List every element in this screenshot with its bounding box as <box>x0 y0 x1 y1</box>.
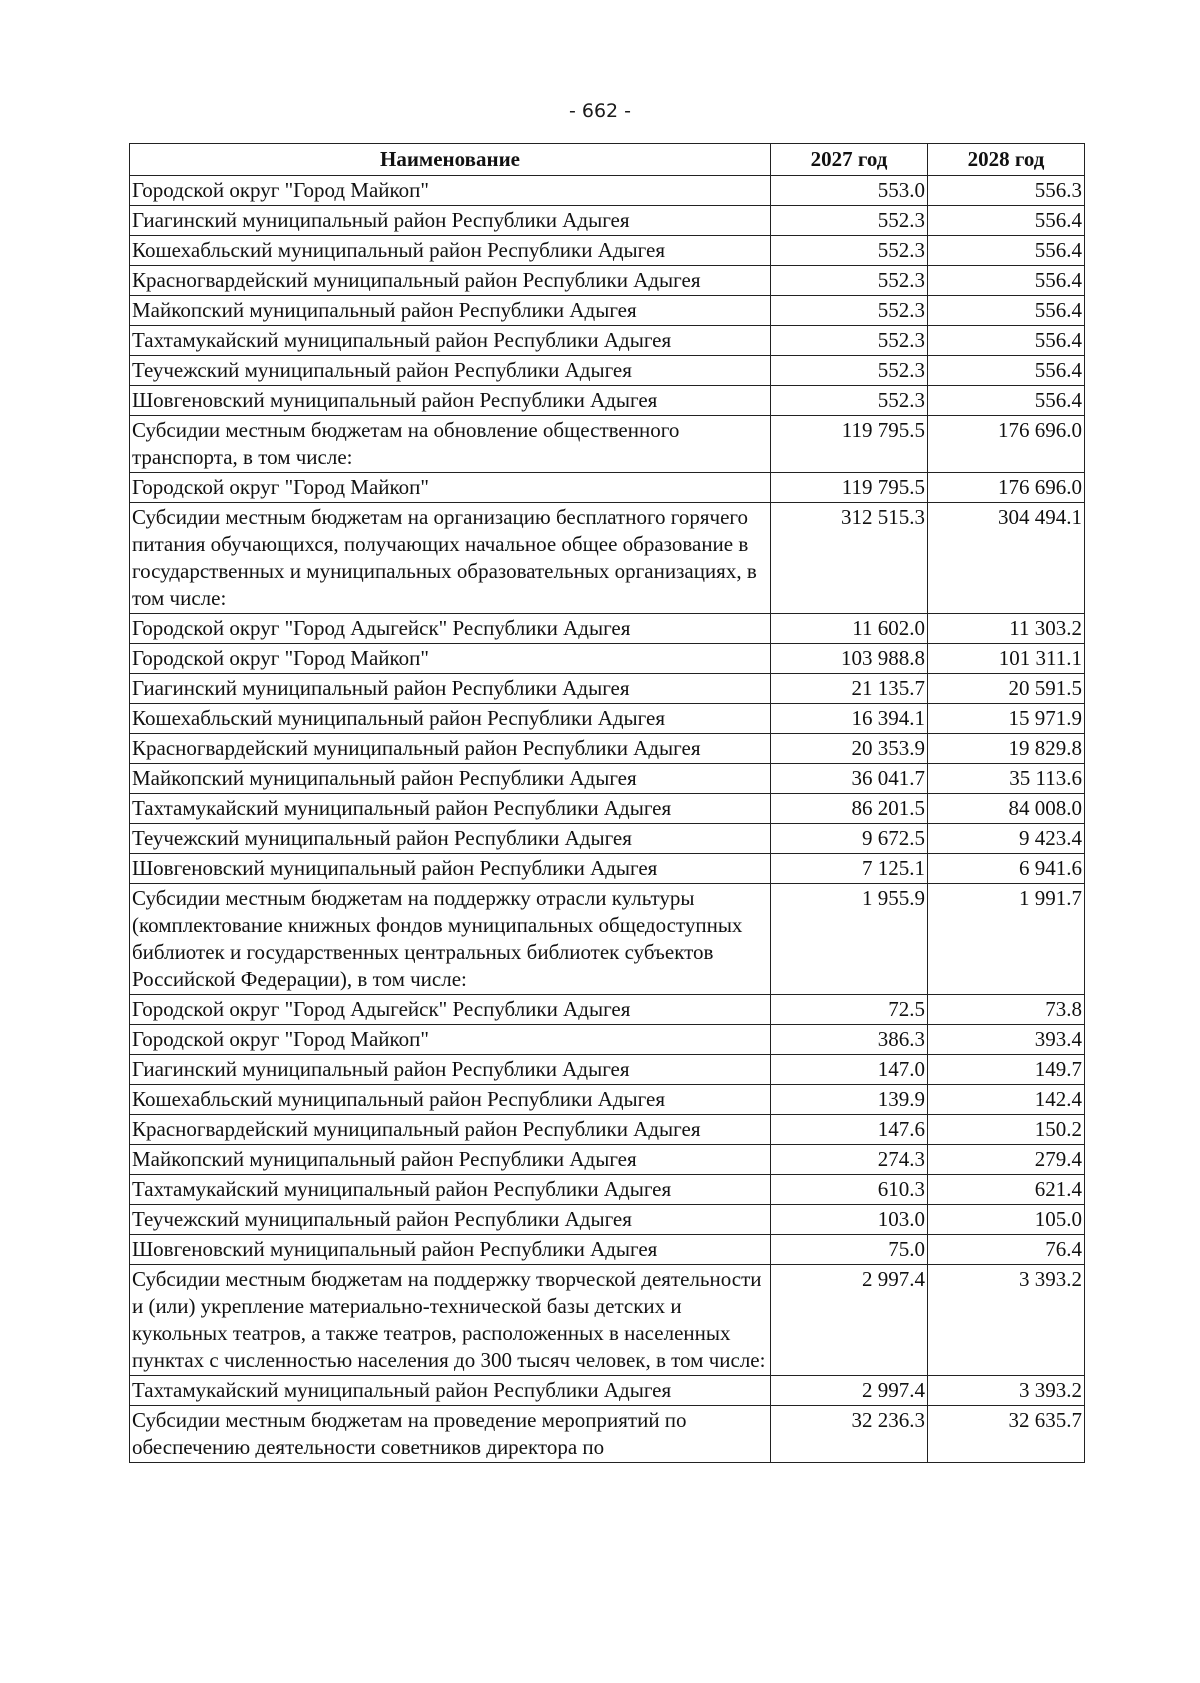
row-2027-cell: 552.3 <box>771 296 928 326</box>
row-name-cell: Теучежский муниципальный район Республики Адыгея <box>130 1205 771 1235</box>
row-2027-cell: 610.3 <box>771 1175 928 1205</box>
row-2028-cell: 176 696.0 <box>928 416 1085 473</box>
row-2028-cell: 35 113.6 <box>928 764 1085 794</box>
table-row <box>130 356 1085 386</box>
row-2027-cell: 9 672.5 <box>771 824 928 854</box>
header-2027: 2027 год <box>771 144 928 176</box>
row-2027-cell: 552.3 <box>771 326 928 356</box>
row-name-cell: Городской округ "Город Адыгейск" Республики Адыгея <box>130 614 771 644</box>
header-2028: 2028 год <box>928 144 1085 176</box>
table-row <box>130 1376 1085 1406</box>
row-name-cell: Тахтамукайский муниципальный район Республики Адыгея <box>130 794 771 824</box>
row-name-cell: Красногвардейский муниципальный район Республики Адыгея <box>130 734 771 764</box>
table-row <box>130 473 1085 503</box>
row-name-cell: Городской округ "Город Майкоп" <box>130 644 771 674</box>
row-2028-cell: 15 971.9 <box>928 704 1085 734</box>
row-2027-cell: 72.5 <box>771 995 928 1025</box>
table-row <box>130 296 1085 326</box>
row-name-cell: Кошехабльский муниципальный район Республики Адыгея <box>130 236 771 266</box>
row-2027-cell: 552.3 <box>771 206 928 236</box>
table-row <box>130 1205 1085 1235</box>
row-2028-cell: 101 311.1 <box>928 644 1085 674</box>
table-row <box>130 1055 1085 1085</box>
row-2028-cell: 3 393.2 <box>928 1376 1085 1406</box>
row-2028-cell: 393.4 <box>928 1025 1085 1055</box>
row-2027-cell: 75.0 <box>771 1235 928 1265</box>
row-name-cell: Городской округ "Город Майкоп" <box>130 1025 771 1055</box>
table-row <box>130 614 1085 644</box>
row-2028-cell: 556.4 <box>928 206 1085 236</box>
row-2027-cell: 1 955.9 <box>771 884 928 995</box>
row-name-cell: Шовгеновский муниципальный район Республики Адыгея <box>130 854 771 884</box>
row-2027-cell: 11 602.0 <box>771 614 928 644</box>
page-number: - 662 - <box>568 100 632 122</box>
row-2027-cell: 16 394.1 <box>771 704 928 734</box>
table-row <box>130 176 1085 206</box>
budget-table <box>129 143 1085 1463</box>
row-2028-cell: 1 991.7 <box>928 884 1085 995</box>
row-2027-cell: 552.3 <box>771 386 928 416</box>
row-name-cell: Субсидии местным бюджетам на проведение мероприятий по обеспечению деятельности советников директора по <box>130 1406 771 1463</box>
row-2027-cell: 312 515.3 <box>771 503 928 614</box>
row-name-cell: Гиагинский муниципальный район Республики Адыгея <box>130 674 771 704</box>
row-2027-cell: 103.0 <box>771 1205 928 1235</box>
table-body <box>130 176 1085 1463</box>
row-2028-cell: 556.4 <box>928 266 1085 296</box>
row-2027-cell: 36 041.7 <box>771 764 928 794</box>
table-row <box>130 1235 1085 1265</box>
row-2028-cell: 556.4 <box>928 326 1085 356</box>
row-2028-cell: 556.4 <box>928 356 1085 386</box>
table-row <box>130 884 1085 995</box>
row-2028-cell: 556.3 <box>928 176 1085 206</box>
row-name-cell: Субсидии местным бюджетам на поддержку отрасли культуры (комплектование книжных фондов муниципальных общедоступных библиотек и государственных центральных библиотек субъектов Российской Федерации), в том числе: <box>130 884 771 995</box>
row-2027-cell: 7 125.1 <box>771 854 928 884</box>
row-2027-cell: 32 236.3 <box>771 1406 928 1463</box>
row-2027-cell: 119 795.5 <box>771 473 928 503</box>
row-2028-cell: 73.8 <box>928 995 1085 1025</box>
row-2027-cell: 147.0 <box>771 1055 928 1085</box>
row-name-cell: Городской округ "Город Адыгейск" Республики Адыгея <box>130 995 771 1025</box>
table-row <box>130 1085 1085 1115</box>
row-2028-cell: 176 696.0 <box>928 473 1085 503</box>
row-2028-cell: 304 494.1 <box>928 503 1085 614</box>
row-name-cell: Субсидии местным бюджетам на обновление общественного транспорта, в том числе: <box>130 416 771 473</box>
table-header-row <box>130 144 1085 176</box>
row-2028-cell: 621.4 <box>928 1175 1085 1205</box>
row-name-cell: Шовгеновский муниципальный район Республики Адыгея <box>130 386 771 416</box>
row-2028-cell: 149.7 <box>928 1055 1085 1085</box>
table-row <box>130 704 1085 734</box>
row-name-cell: Шовгеновский муниципальный район Республики Адыгея <box>130 1235 771 1265</box>
row-name-cell: Кошехабльский муниципальный район Республики Адыгея <box>130 1085 771 1115</box>
row-2028-cell: 556.4 <box>928 296 1085 326</box>
row-2027-cell: 386.3 <box>771 1025 928 1055</box>
row-name-cell: Тахтамукайский муниципальный район Республики Адыгея <box>130 1175 771 1205</box>
row-2028-cell: 142.4 <box>928 1085 1085 1115</box>
row-name-cell: Городской округ "Город Майкоп" <box>130 176 771 206</box>
row-name-cell: Тахтамукайский муниципальный район Республики Адыгея <box>130 326 771 356</box>
row-2028-cell: 105.0 <box>928 1205 1085 1235</box>
row-2027-cell: 553.0 <box>771 176 928 206</box>
table-row <box>130 206 1085 236</box>
table-row <box>130 386 1085 416</box>
row-2027-cell: 119 795.5 <box>771 416 928 473</box>
row-2027-cell: 552.3 <box>771 356 928 386</box>
table-row <box>130 1175 1085 1205</box>
row-2028-cell: 76.4 <box>928 1235 1085 1265</box>
row-name-cell: Гиагинский муниципальный район Республики Адыгея <box>130 1055 771 1085</box>
row-name-cell: Майкопский муниципальный район Республики Адыгея <box>130 1145 771 1175</box>
table-row <box>130 824 1085 854</box>
row-2027-cell: 552.3 <box>771 236 928 266</box>
row-name-cell: Городской округ "Город Майкоп" <box>130 473 771 503</box>
row-2027-cell: 2 997.4 <box>771 1376 928 1406</box>
table-row <box>130 1265 1085 1376</box>
row-2027-cell: 103 988.8 <box>771 644 928 674</box>
row-name-cell: Субсидии местным бюджетам на поддержку творческой деятельности и (или) укрепление материально-технической базы детских и кукольных театров, а также театров, расположенных в населенных пунктах с численностью населения до 300 тысяч человек, в том числе: <box>130 1265 771 1376</box>
row-name-cell: Красногвардейский муниципальный район Республики Адыгея <box>130 266 771 296</box>
row-2027-cell: 20 353.9 <box>771 734 928 764</box>
row-2027-cell: 86 201.5 <box>771 794 928 824</box>
row-name-cell: Майкопский муниципальный район Республики Адыгея <box>130 764 771 794</box>
table-row <box>130 854 1085 884</box>
table-row <box>130 236 1085 266</box>
table-row <box>130 734 1085 764</box>
row-2028-cell: 6 941.6 <box>928 854 1085 884</box>
row-2027-cell: 552.3 <box>771 266 928 296</box>
table-row <box>130 1145 1085 1175</box>
table-row <box>130 794 1085 824</box>
row-2027-cell: 139.9 <box>771 1085 928 1115</box>
table-row <box>130 503 1085 614</box>
table-row <box>130 266 1085 296</box>
row-2028-cell: 19 829.8 <box>928 734 1085 764</box>
row-2028-cell: 9 423.4 <box>928 824 1085 854</box>
row-name-cell: Гиагинский муниципальный район Республики Адыгея <box>130 206 771 236</box>
row-name-cell: Кошехабльский муниципальный район Республики Адыгея <box>130 704 771 734</box>
table-row <box>130 326 1085 356</box>
table-row <box>130 674 1085 704</box>
row-name-cell: Красногвардейский муниципальный район Республики Адыгея <box>130 1115 771 1145</box>
row-2028-cell: 556.4 <box>928 236 1085 266</box>
row-2028-cell: 32 635.7 <box>928 1406 1085 1463</box>
row-2028-cell: 279.4 <box>928 1145 1085 1175</box>
row-2028-cell: 556.4 <box>928 386 1085 416</box>
header-name: Наименование <box>130 144 771 176</box>
row-2028-cell: 11 303.2 <box>928 614 1085 644</box>
table-row <box>130 1115 1085 1145</box>
row-name-cell: Майкопский муниципальный район Республики Адыгея <box>130 296 771 326</box>
row-2027-cell: 274.3 <box>771 1145 928 1175</box>
row-2027-cell: 21 135.7 <box>771 674 928 704</box>
table-row <box>130 644 1085 674</box>
row-2027-cell: 2 997.4 <box>771 1265 928 1376</box>
row-2028-cell: 20 591.5 <box>928 674 1085 704</box>
row-2028-cell: 84 008.0 <box>928 794 1085 824</box>
table-row <box>130 995 1085 1025</box>
row-2027-cell: 147.6 <box>771 1115 928 1145</box>
row-name-cell: Теучежский муниципальный район Республики Адыгея <box>130 356 771 386</box>
row-name-cell: Тахтамукайский муниципальный район Республики Адыгея <box>130 1376 771 1406</box>
table-row <box>130 416 1085 473</box>
row-2028-cell: 150.2 <box>928 1115 1085 1145</box>
row-name-cell: Теучежский муниципальный район Республики Адыгея <box>130 824 771 854</box>
row-2028-cell: 3 393.2 <box>928 1265 1085 1376</box>
row-name-cell: Субсидии местным бюджетам на организацию бесплатного горячего питания обучающихся, получающих начальное общее образование в государственных и муниципальных образовательных организациях, в том числе: <box>130 503 771 614</box>
table-row <box>130 1406 1085 1463</box>
table-row <box>130 764 1085 794</box>
table-row <box>130 1025 1085 1055</box>
